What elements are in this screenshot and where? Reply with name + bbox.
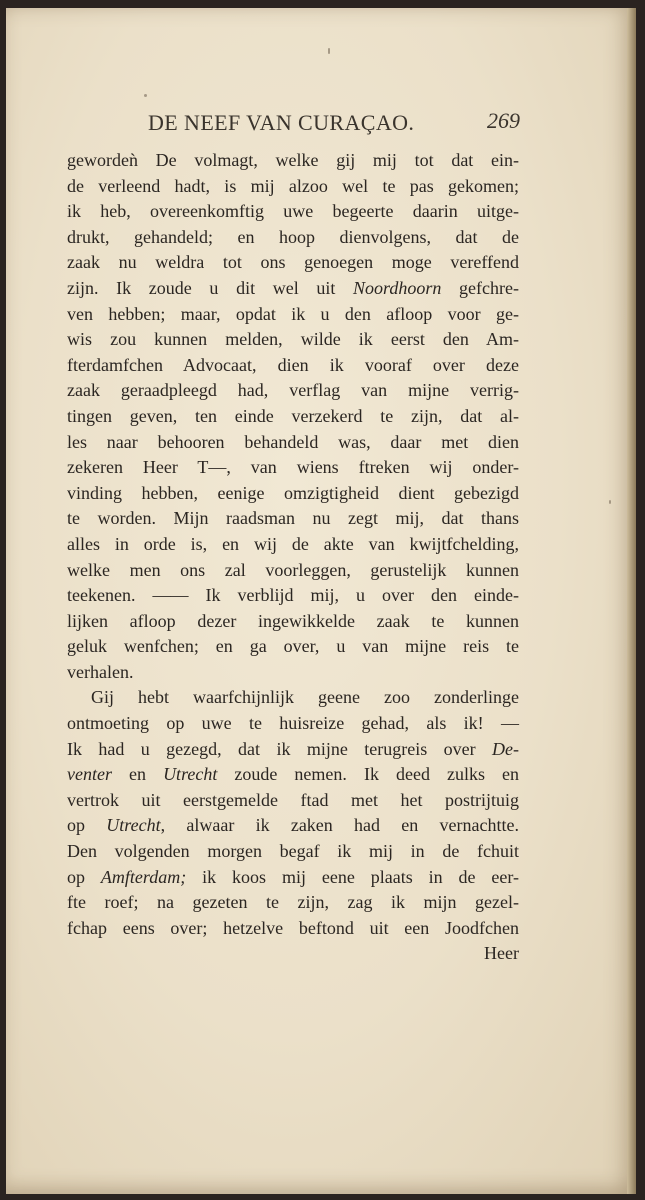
ink-speck [144, 94, 147, 97]
text-line: geluk wenfchen; en ga over, u van mijne reis te [67, 636, 519, 657]
body-text [67, 148, 519, 967]
text-line [67, 865, 519, 891]
text-line [67, 276, 519, 302]
italic-place-name: Noordhoorn [353, 277, 442, 298]
text-line: teekenen. —— Ik verblijd mij, u over den einde- [67, 585, 519, 606]
text-segment: op [67, 866, 101, 887]
page-header [148, 106, 520, 140]
book-page [6, 8, 636, 1194]
text-segment: gefchre- [441, 277, 519, 298]
text-line: Den volgenden morgen begaf ik mij in de fchuit [67, 841, 519, 862]
ink-speck [609, 500, 611, 504]
text-segment: ik koos mij eene plaats in de eer- [186, 866, 520, 887]
text-line: de verleend hadt, is mij alzoo wel te pas gekomen; [67, 175, 519, 196]
text-segment: zoude nemen. Ik deed zulks en [217, 764, 520, 785]
text-segment: zijn. Ik zoude u dit wel uit [67, 277, 354, 298]
text-line: te worden. Mijn raadsman nu zegt mij, dat thans [67, 508, 519, 529]
text-segment: Ik had u gezegd, dat ik mijne terugreis over [67, 738, 493, 759]
text-line: fterdamfchen Advocaat, dien ik vooraf over deze [67, 354, 519, 375]
running-head: DE NEEF VAN CURAÇAO. [148, 110, 415, 135]
catchword: Heer [484, 943, 519, 964]
text-segment: en [129, 764, 164, 785]
text-line: tingen geven, ten einde verzekerd te zijn, dat al- [67, 405, 519, 426]
text-line [67, 737, 519, 763]
text-segment: op [67, 815, 107, 836]
text-line: Gij hebt waarfchijnlijk geene zoo zonderlinge [91, 687, 519, 708]
italic-place-name: Utrecht [163, 764, 218, 785]
text-line: les naar behooren behandeld was, daar met dien [67, 431, 519, 452]
text-line [67, 813, 519, 839]
italic-place-name: Amfterdam; [100, 866, 187, 887]
italic-place-name: De- [492, 738, 519, 759]
text-line: zaak nu weldra tot ons genoegen moge vereffend [67, 252, 519, 273]
text-line: wis zou kunnen melden, wilde ik eerst den Am- [67, 329, 519, 350]
ink-speck [328, 48, 330, 54]
text-line: zaak geraadpleegd had, verflag van mijne verrig- [67, 380, 519, 401]
text-segment: , alwaar ik zaken had en vernachtte. [160, 815, 519, 836]
page-edge [627, 8, 636, 1194]
text-line: ven hebben; maar, opdat ik u den afloop voor ge- [67, 303, 519, 324]
page-number: 269 [487, 108, 520, 133]
text-line: ik heb, overeenkomftig uwe begeerte daarin uitge- [67, 201, 519, 222]
text-line: lijken afloop dezer ingewikkelde zaak te kunnen [67, 610, 519, 631]
text-line: verhalen. [67, 661, 134, 682]
text-line: vinding hebben, eenige omzigtigheid dient gebezigd [67, 482, 519, 503]
text-line: fte roef; na gezeten te zijn, zag ik mijn gezel- [67, 892, 519, 913]
text-line: ontmoeting op uwe te huisreize gehad, als ik! — [67, 713, 519, 734]
text-line: drukt, gehandeld; en hoop dienvolgens, dat de [67, 226, 519, 247]
text-line: zekeren Heer T—, van wiens ftreken wij onder- [67, 457, 519, 478]
text-line: fchap eens over; hetzelve beftond uit een Joodfchen [67, 917, 519, 938]
text-line: welke men ons zal voorleggen, gerustelijk kunnen [67, 559, 519, 580]
italic-place-name: Utrecht [106, 815, 161, 836]
text-line: vertrok uit eerstgemelde ftad met het postrijtuig [67, 789, 519, 810]
text-line: gewordeǹ De volmagt, welke gij mij tot dat ein- [67, 150, 519, 170]
text-line: alles in orde is, en wij de akte van kwijtfchelding, [67, 533, 519, 554]
text-line [67, 762, 519, 788]
italic-place-name: venter [67, 764, 112, 785]
